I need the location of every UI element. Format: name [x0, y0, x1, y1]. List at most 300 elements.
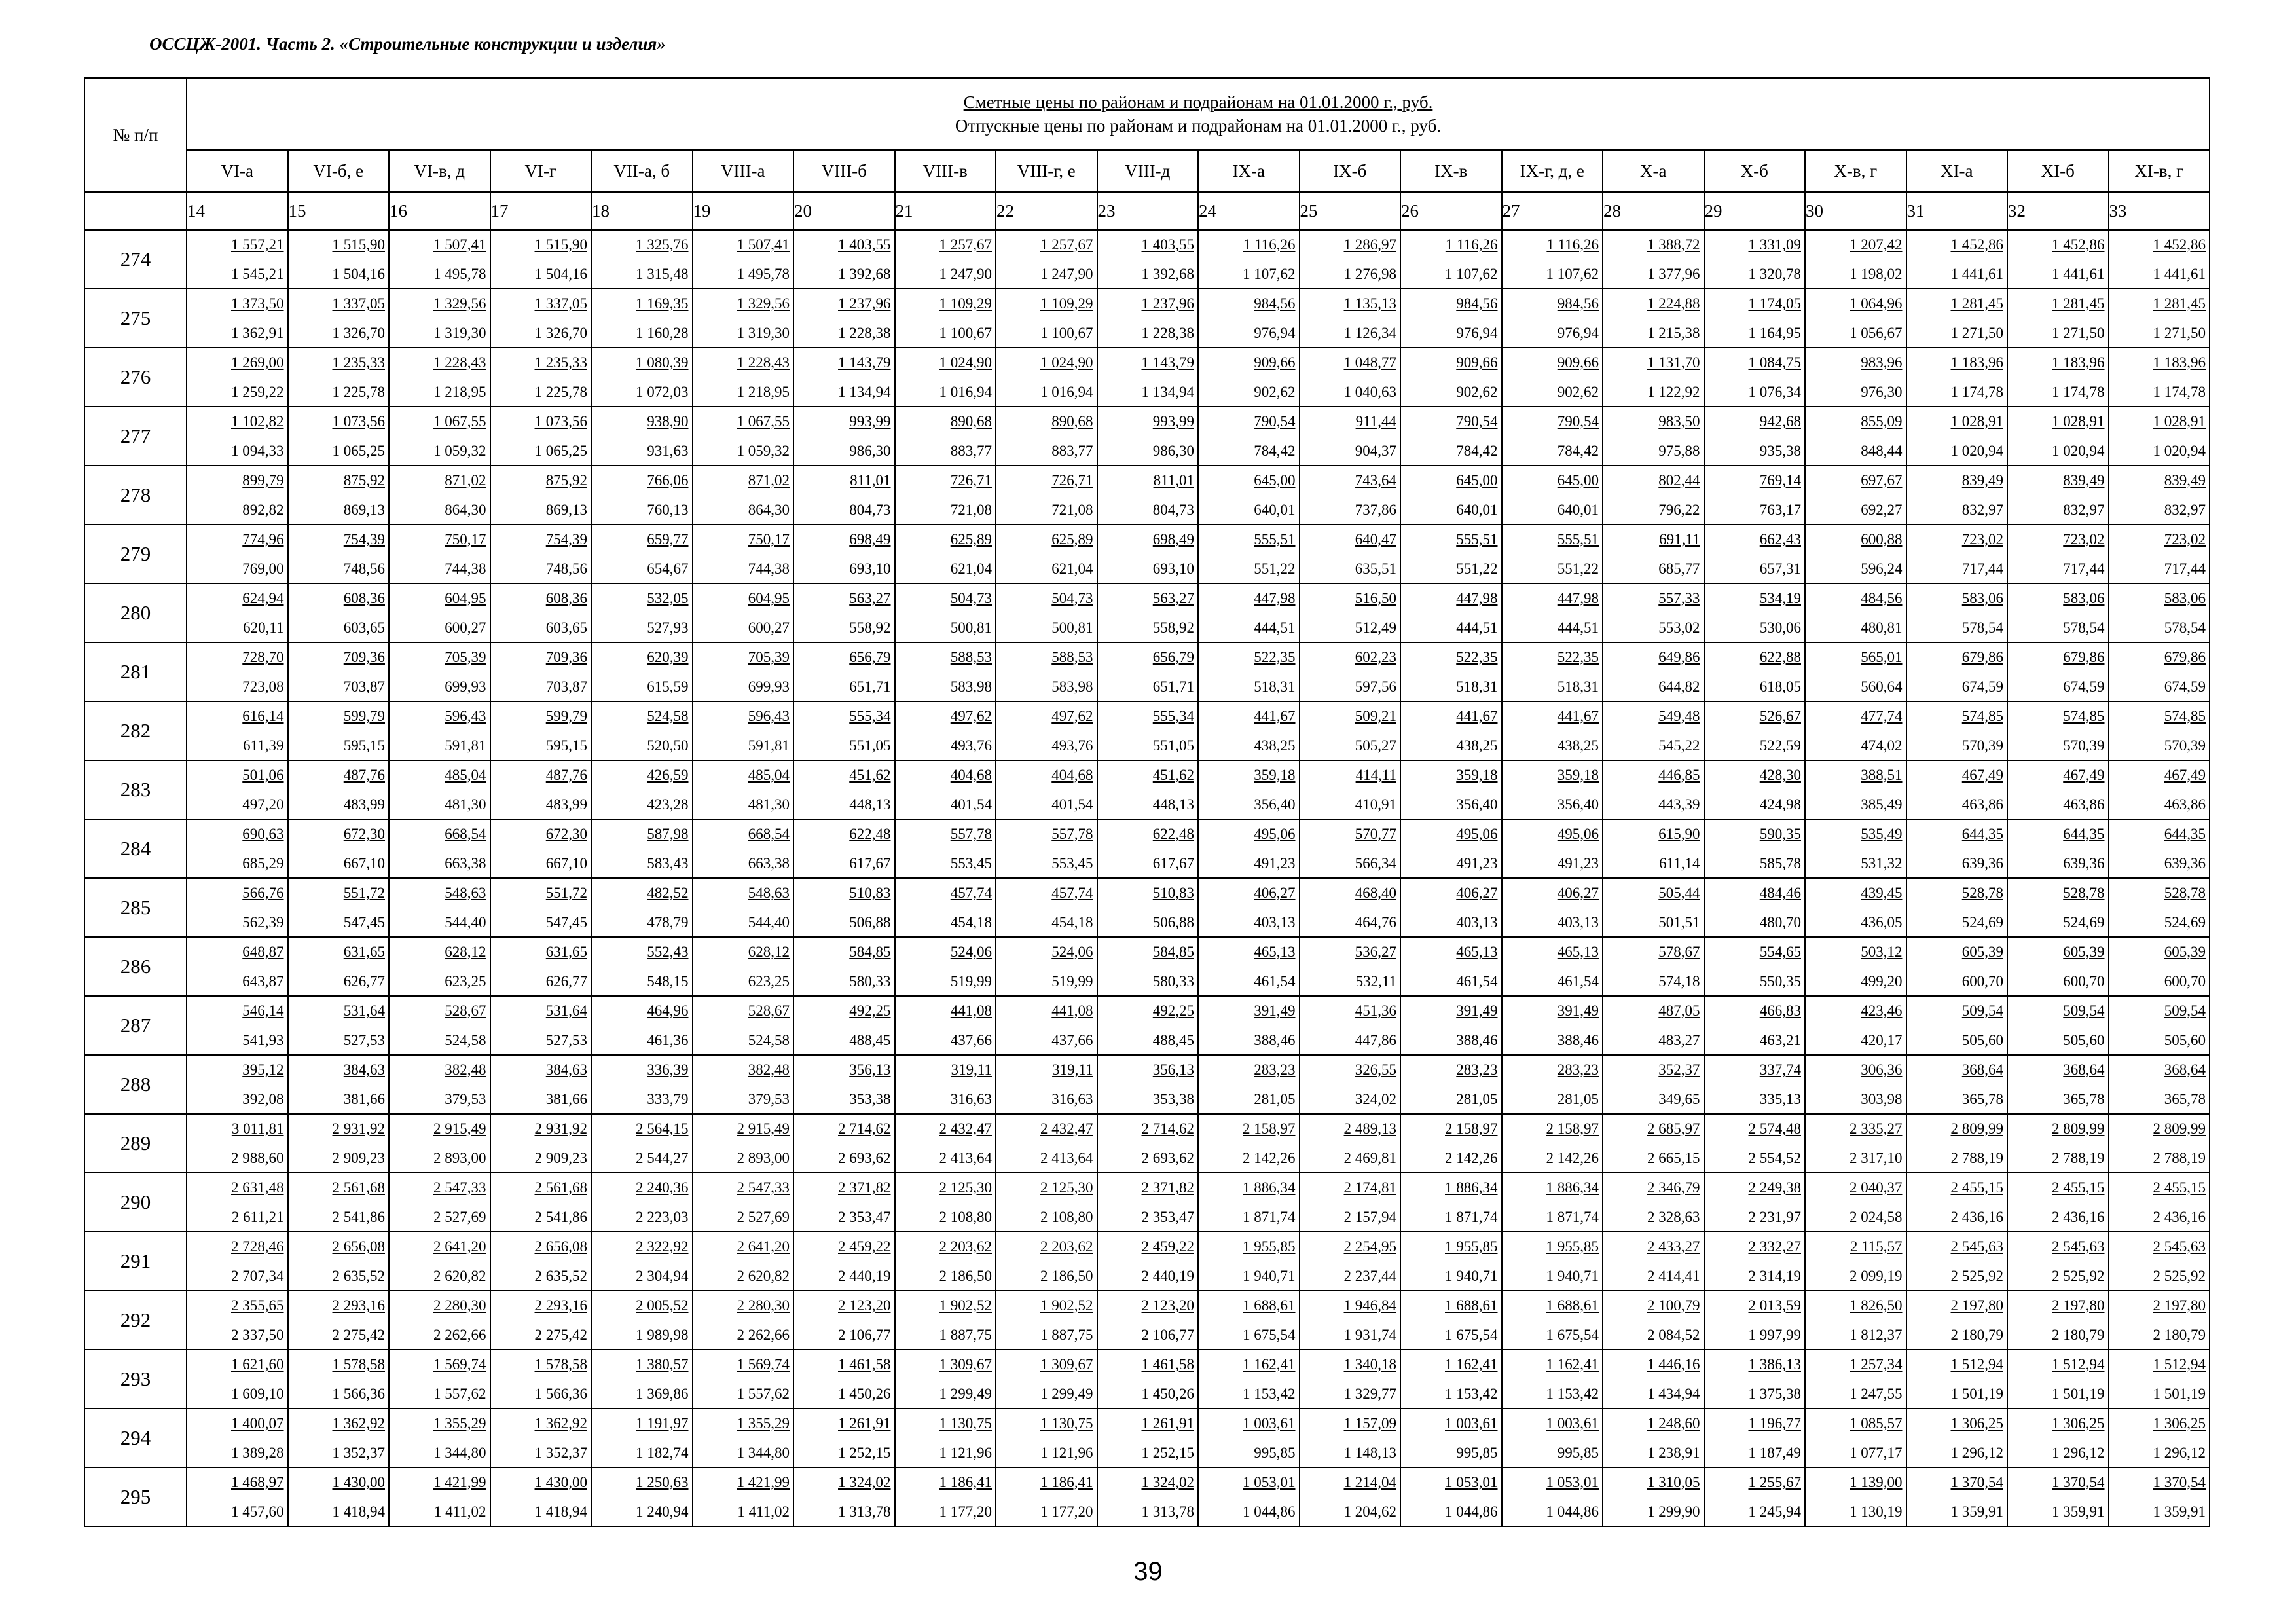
estimate-price: 509,54: [2063, 1003, 2105, 1019]
selling-price: 499,20: [1861, 973, 1903, 989]
estimate-price: 1 430,00: [332, 1474, 385, 1490]
estimate-price: 1 557,21: [231, 236, 284, 253]
selling-price: 804,73: [849, 502, 891, 518]
estimate-price: 465,13: [1456, 944, 1498, 960]
estimate-price: 1 461,58: [1141, 1356, 1194, 1373]
selling-price: 2 620,82: [433, 1268, 486, 1284]
column-number: 32: [2007, 192, 2109, 230]
estimate-price: 536,27: [1355, 944, 1396, 960]
selling-price: 1 931,74: [1343, 1327, 1396, 1343]
estimate-price: 574,85: [1961, 708, 2003, 724]
estimate-price: 548,63: [445, 885, 486, 901]
selling-price: 551,05: [1152, 737, 1194, 754]
selling-price: 2 275,42: [332, 1327, 385, 1343]
estimate-price: 526,67: [1759, 708, 1801, 724]
estimate-price: 743,64: [1355, 472, 1396, 489]
selling-price: 463,21: [1759, 1032, 1801, 1048]
selling-price: 1 225,78: [332, 384, 385, 400]
price-cell: [1805, 1409, 1906, 1467]
selling-price: 1 177,20: [939, 1504, 992, 1520]
selling-price: 553,02: [1658, 619, 1700, 636]
price-cell: [2007, 466, 2109, 525]
price-cell: [1097, 760, 1199, 819]
estimate-price: 555,34: [1152, 708, 1194, 724]
estimate-price: 1 196,77: [1748, 1415, 1801, 1431]
selling-price: 2 527,69: [737, 1209, 790, 1225]
selling-price: 491,23: [1456, 855, 1498, 872]
estimate-price: 672,30: [343, 826, 385, 842]
estimate-price: 1 174,05: [1748, 295, 1801, 312]
price-cell: [996, 1409, 1097, 1467]
estimate-price: 1 116,26: [1243, 236, 1296, 253]
price-cell: [2007, 937, 2109, 996]
estimate-price: 622,48: [849, 826, 891, 842]
estimate-price: 1 109,29: [939, 295, 992, 312]
selling-price: 506,88: [849, 914, 891, 931]
price-cell: [1603, 1055, 1704, 1114]
estimate-price: 1 135,13: [1343, 295, 1396, 312]
estimate-price: 602,23: [1355, 649, 1396, 665]
selling-price: 548,15: [647, 973, 689, 989]
district-header: VIII-а: [693, 150, 794, 192]
column-number: 33: [2109, 192, 2210, 230]
selling-price: 1 020,94: [1950, 443, 2003, 459]
price-cell: [490, 1291, 592, 1350]
selling-price: 2 262,66: [433, 1327, 486, 1343]
selling-price: 591,81: [445, 737, 486, 754]
selling-price: 663,38: [445, 855, 486, 872]
price-cell: [1097, 1409, 1199, 1467]
selling-price: 976,30: [1861, 384, 1903, 400]
selling-price: 1 240,94: [636, 1504, 689, 1520]
selling-price: 1 059,32: [737, 443, 790, 459]
estimate-price: 1 257,67: [939, 236, 992, 253]
selling-price: 1 313,78: [1141, 1504, 1194, 1520]
selling-price: 2 142,26: [1445, 1150, 1498, 1166]
price-cell: [1805, 1291, 1906, 1350]
selling-price: 2 106,77: [1141, 1327, 1194, 1343]
selling-price: 1 044,86: [1243, 1504, 1296, 1520]
estimate-price: 698,49: [1152, 531, 1194, 547]
price-cell: [2007, 760, 2109, 819]
district-header: XI-а: [1906, 150, 2008, 192]
estimate-price: 504,73: [1051, 590, 1093, 606]
selling-price: 600,27: [748, 619, 790, 636]
selling-price: 611,39: [243, 737, 284, 754]
price-cell: [895, 1173, 996, 1232]
selling-price: 2 541,86: [534, 1209, 587, 1225]
selling-price: 1 392,68: [838, 266, 891, 282]
estimate-price: 1 214,04: [1343, 1474, 1396, 1490]
row-number: 285: [84, 878, 187, 937]
selling-price: 1 121,96: [939, 1445, 992, 1461]
estimate-price: 319,11: [951, 1061, 992, 1078]
price-cell: [1300, 1055, 1401, 1114]
selling-price: 436,05: [1861, 914, 1903, 931]
selling-price: 2 436,16: [2052, 1209, 2105, 1225]
price-cell: [1502, 1114, 1603, 1173]
estimate-price: 1 886,34: [1546, 1179, 1599, 1196]
column-number: 29: [1704, 192, 1806, 230]
price-cell: [187, 407, 288, 466]
price-cell: [1704, 289, 1806, 348]
estimate-price: 1 370,54: [2052, 1474, 2105, 1490]
price-cell: [187, 1291, 288, 1350]
selling-price: 437,66: [950, 1032, 992, 1048]
selling-price: 316,63: [1051, 1091, 1093, 1107]
column-number-row: [84, 192, 2210, 230]
estimate-price: 1 183,96: [2052, 354, 2105, 371]
selling-price: 651,71: [1152, 678, 1194, 695]
selling-price: 2 469,81: [1343, 1150, 1396, 1166]
estimate-price: 1 826,50: [1850, 1297, 1903, 1314]
price-cell: [895, 819, 996, 878]
selling-price: 1 107,62: [1546, 266, 1599, 282]
price-cell: [2109, 642, 2210, 701]
district-header: VI-в, д: [389, 150, 490, 192]
estimate-price: 2 013,59: [1748, 1297, 1801, 1314]
price-cell: [490, 1232, 592, 1291]
price-cell: [693, 1055, 794, 1114]
price-cell: [793, 996, 895, 1055]
estimate-price: 588,53: [1051, 649, 1093, 665]
price-cell: [288, 1467, 390, 1526]
price-cell: [996, 1350, 1097, 1409]
estimate-price: 1 162,41: [1546, 1356, 1599, 1373]
estimate-price: 504,73: [950, 590, 992, 606]
estimate-price: 2 203,62: [1040, 1238, 1093, 1255]
estimate-price: 283,23: [1557, 1061, 1599, 1078]
selling-price: 1 072,03: [636, 384, 689, 400]
table-row: [84, 1409, 2210, 1467]
estimate-price: 583,06: [1961, 590, 2003, 606]
estimate-price: 487,76: [545, 767, 587, 783]
page-number: 39: [1133, 1557, 1163, 1586]
table-row: [84, 819, 2210, 878]
price-cell: [1400, 583, 1502, 642]
price-cell: [793, 1173, 895, 1232]
selling-price: 760,13: [647, 502, 689, 518]
selling-price: 1 501,19: [1950, 1386, 2003, 1402]
estimate-price: 1 191,97: [636, 1415, 689, 1431]
estimate-price: 2 280,30: [737, 1297, 790, 1314]
selling-price: 1 315,48: [636, 266, 689, 282]
selling-price: 643,87: [242, 973, 284, 989]
price-cell: [1502, 1350, 1603, 1409]
estimate-price: 644,35: [2063, 826, 2105, 842]
price-cell: [996, 1291, 1097, 1350]
row-number: 290: [84, 1173, 187, 1232]
estimate-price: 2 293,16: [332, 1297, 385, 1314]
table-row: [84, 1291, 2210, 1350]
selling-price: 1 094,33: [231, 443, 284, 459]
estimate-price: 640,47: [1355, 531, 1396, 547]
selling-price: 611,14: [1659, 855, 1700, 872]
price-cell: [1906, 348, 2008, 407]
selling-price: 769,00: [242, 561, 284, 577]
selling-price: 388,46: [1254, 1032, 1296, 1048]
selling-price: 620,11: [243, 619, 284, 636]
selling-price: 699,93: [748, 678, 790, 695]
estimate-price: 616,14: [242, 708, 284, 724]
selling-price: 2 314,19: [1748, 1268, 1801, 1284]
price-cell: [793, 289, 895, 348]
price-cell: [1502, 230, 1603, 289]
selling-price: 541,93: [242, 1032, 284, 1048]
price-cell: [1400, 1409, 1502, 1467]
selling-price: 1 359,91: [2153, 1504, 2206, 1520]
selling-price: 570,39: [2063, 737, 2105, 754]
selling-price: 640,01: [1456, 502, 1498, 518]
district-header: X-в, г: [1805, 150, 1906, 192]
price-cell: [2007, 1114, 2109, 1173]
estimate-price: 465,13: [1557, 944, 1599, 960]
estimate-price: 319,11: [1052, 1061, 1093, 1078]
price-cell: [1097, 348, 1199, 407]
table-row: [84, 642, 2210, 701]
selling-price: 2 527,69: [433, 1209, 486, 1225]
price-cell: [1400, 937, 1502, 996]
price-cell: [895, 642, 996, 701]
estimate-price: 802,44: [1658, 472, 1700, 489]
estimate-price: 1 053,01: [1546, 1474, 1599, 1490]
estimate-price: 942,68: [1759, 413, 1801, 430]
estimate-price: 391,49: [1557, 1003, 1599, 1019]
selling-price: 2 909,23: [534, 1150, 587, 1166]
selling-price: 626,77: [343, 973, 385, 989]
price-cell: [1198, 1350, 1300, 1409]
selling-price: 1 122,92: [1647, 384, 1700, 400]
selling-price: 976,94: [1254, 325, 1296, 341]
selling-price: 570,39: [2164, 737, 2206, 754]
price-cell: [1704, 878, 1806, 937]
price-cell: [1198, 996, 1300, 1055]
district-header: VII-а, б: [591, 150, 693, 192]
selling-price: 685,29: [242, 855, 284, 872]
selling-price: 1 501,19: [2153, 1386, 2206, 1402]
selling-price: 2 440,19: [838, 1268, 891, 1284]
estimate-price: 1 688,61: [1243, 1297, 1296, 1314]
price-cell: [1198, 1232, 1300, 1291]
selling-price: 832,97: [1961, 502, 2003, 518]
price-cell: [1502, 466, 1603, 525]
price-cell: [288, 466, 390, 525]
estimate-price: 909,66: [1557, 354, 1599, 371]
row-number: 292: [84, 1291, 187, 1350]
selling-price: 480,70: [1759, 914, 1801, 931]
estimate-price: 2 656,08: [332, 1238, 385, 1255]
estimate-price: 1 569,74: [737, 1356, 790, 1373]
price-cell: [1400, 348, 1502, 407]
selling-price: 1 228,38: [1141, 325, 1194, 341]
selling-price: 832,97: [2164, 502, 2206, 518]
selling-price: 1 319,30: [433, 325, 486, 341]
price-cell: [591, 996, 693, 1055]
price-cell: [1300, 348, 1401, 407]
price-cell: [389, 1409, 490, 1467]
price-cell: [490, 1055, 592, 1114]
selling-price: 500,81: [950, 619, 992, 636]
estimate-price: 555,51: [1254, 531, 1296, 547]
district-header: IX-в: [1400, 150, 1502, 192]
estimate-price: 709,36: [545, 649, 587, 665]
selling-price: 401,54: [950, 796, 992, 813]
estimate-price: 1 452,86: [1950, 236, 2003, 253]
price-cell: [288, 996, 390, 1055]
selling-price: 654,67: [647, 561, 689, 577]
price-cell: [288, 289, 390, 348]
price-cell: [895, 1055, 996, 1114]
price-cell: [1097, 525, 1199, 583]
price-cell: [389, 466, 490, 525]
estimate-price: 2 714,62: [838, 1120, 891, 1137]
selling-price: 621,04: [1051, 561, 1093, 577]
selling-price: 1 271,50: [2052, 325, 2105, 341]
estimate-price: 750,17: [445, 531, 486, 547]
selling-price: 463,86: [1961, 796, 2003, 813]
estimate-price: 2 641,20: [433, 1238, 486, 1255]
selling-price: 463,86: [2063, 796, 2105, 813]
estimate-price: 644,35: [1961, 826, 2003, 842]
price-cell: [2109, 1467, 2210, 1526]
estimate-price: 631,65: [545, 944, 587, 960]
selling-price: 644,82: [1658, 678, 1700, 695]
price-cell: [996, 819, 1097, 878]
price-cell: [793, 583, 895, 642]
estimate-price: 2 574,48: [1748, 1120, 1801, 1137]
price-cell: [1400, 407, 1502, 466]
selling-price: 1 164,95: [1748, 325, 1801, 341]
selling-price: 1 441,61: [1950, 266, 2003, 282]
estimate-price: 1 461,58: [838, 1356, 891, 1373]
price-cell: [288, 1291, 390, 1350]
selling-price: 2 237,44: [1343, 1268, 1396, 1284]
selling-price: 1 320,78: [1748, 266, 1801, 282]
estimate-price: 875,92: [545, 472, 587, 489]
selling-price: 1 609,10: [231, 1386, 284, 1402]
price-cell: [693, 937, 794, 996]
district-header: VIII-в: [895, 150, 996, 192]
price-cell: [288, 348, 390, 407]
price-cell: [288, 1173, 390, 1232]
selling-price: 530,06: [1759, 619, 1801, 636]
price-cell: [591, 525, 693, 583]
estimate-price: 283,23: [1254, 1061, 1296, 1078]
selling-price: 1 418,94: [332, 1504, 385, 1520]
selling-price: 527,53: [343, 1032, 385, 1048]
selling-price: 595,15: [343, 737, 385, 754]
price-cell: [1603, 1173, 1704, 1232]
estimate-price: 583,06: [2063, 590, 2105, 606]
price-cell: [693, 701, 794, 760]
estimate-price: 1 130,75: [939, 1415, 992, 1431]
selling-price: 717,44: [1961, 561, 2003, 577]
column-number: 22: [996, 192, 1097, 230]
price-cell: [1300, 1173, 1401, 1232]
price-cell: [1805, 407, 1906, 466]
selling-price: 2 413,64: [939, 1150, 992, 1166]
price-cell: [187, 583, 288, 642]
selling-price: 1 989,98: [636, 1327, 689, 1343]
table-row: [84, 760, 2210, 819]
table-row: [84, 407, 2210, 466]
district-header: VI-б, е: [288, 150, 390, 192]
price-cell: [2007, 348, 2109, 407]
estimate-price: 1 421,99: [433, 1474, 486, 1490]
selling-price: 401,54: [1051, 796, 1093, 813]
price-cell: [1097, 1232, 1199, 1291]
price-cell: [1805, 1467, 1906, 1526]
price-cell: [2109, 1055, 2210, 1114]
selling-price: 640,01: [1557, 502, 1599, 518]
selling-price: 1 174,78: [2153, 384, 2206, 400]
estimate-price: 1 400,07: [231, 1415, 284, 1431]
price-cell: [1906, 878, 2008, 937]
price-cell: [1805, 230, 1906, 289]
selling-price: 501,51: [1658, 914, 1700, 931]
estimate-price: 2 459,22: [838, 1238, 891, 1255]
price-cell: [996, 1467, 1097, 1526]
selling-price: 1 411,02: [433, 1504, 486, 1520]
estimate-price: 1 306,25: [1950, 1415, 2003, 1431]
selling-price: 461,54: [1557, 973, 1599, 989]
estimate-price: 2 371,82: [838, 1179, 891, 1196]
estimate-price: 599,79: [545, 708, 587, 724]
selling-price: 1 344,80: [433, 1445, 486, 1461]
price-cell: [996, 289, 1097, 348]
price-cell: [1805, 878, 1906, 937]
selling-price: 281,05: [1557, 1091, 1599, 1107]
estimate-price: 337,74: [1759, 1061, 1801, 1078]
row-number: 294: [84, 1409, 187, 1467]
estimate-price: 388,51: [1861, 767, 1903, 783]
selling-price: 2 157,94: [1343, 1209, 1396, 1225]
estimate-price: 524,06: [1051, 944, 1093, 960]
price-cell: [996, 466, 1097, 525]
price-cell: [793, 878, 895, 937]
estimate-price: 555,51: [1557, 531, 1599, 547]
price-cell: [288, 642, 390, 701]
selling-price: 464,76: [1355, 914, 1396, 931]
estimate-price: 2 322,92: [636, 1238, 689, 1255]
price-cell: [2007, 878, 2109, 937]
selling-price: 1 225,78: [534, 384, 587, 400]
estimate-price: 359,18: [1557, 767, 1599, 783]
table-row: [84, 230, 2210, 289]
price-cell: [2109, 1173, 2210, 1232]
estimate-price: 2 158,97: [1546, 1120, 1599, 1137]
estimate-price: 384,63: [545, 1061, 587, 1078]
selling-price: 1 296,12: [2153, 1445, 2206, 1461]
selling-price: 623,25: [748, 973, 790, 989]
price-cell: [2109, 1350, 2210, 1409]
selling-price: 448,13: [849, 796, 891, 813]
selling-price: 1 887,75: [1040, 1327, 1093, 1343]
selling-price: 2 440,19: [1141, 1268, 1194, 1284]
estimate-price: 659,77: [647, 531, 689, 547]
price-cell: [895, 407, 996, 466]
estimate-prices-caption: Сметные цены по районам и подрайонам на 01.01.2000 г., руб.: [963, 92, 1433, 112]
row-number: 277: [84, 407, 187, 466]
selling-price: 2 611,21: [231, 1209, 284, 1225]
estimate-price: 2 249,38: [1748, 1179, 1801, 1196]
estimate-price: 1 143,79: [838, 354, 891, 371]
price-cell: [1198, 1409, 1300, 1467]
estimate-price: 546,14: [242, 1003, 284, 1019]
selling-price: 1 940,71: [1445, 1268, 1498, 1284]
price-cell: [1603, 1409, 1704, 1467]
price-cell: [591, 1350, 693, 1409]
